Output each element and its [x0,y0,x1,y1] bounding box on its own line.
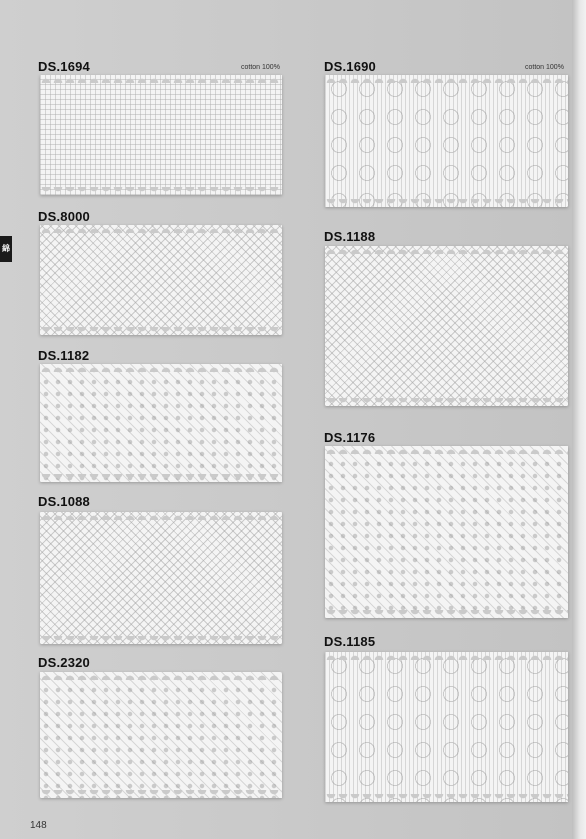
lace-scallop-edge [325,75,568,83]
lace-swatch-image [325,246,568,406]
product-composition: cotton 100% [525,64,564,71]
lace-swatch-image [325,446,568,618]
product-code: DS.1694 [38,59,90,74]
lace-swatch-image [40,672,282,798]
product-composition: cotton 100% [241,64,280,71]
product-code: DS.8000 [38,209,90,224]
lace-scallop-edge [325,652,568,660]
lace-scallop-edge [40,672,282,680]
product-code: DS.1176 [324,430,376,445]
lace-swatch-image [40,75,282,195]
lace-scallop-edge [40,512,282,520]
lace-scallop-edge [325,446,568,454]
lace-swatch-image [40,512,282,644]
lace-scallop-edge [325,794,568,802]
lace-scallop-edge [325,246,568,254]
lace-scallop-edge [40,225,282,233]
lace-swatch-image [40,364,282,482]
product-code: DS.1185 [324,634,376,649]
lace-scallop-edge [40,75,282,83]
lace-scallop-edge [325,199,568,207]
lace-swatch-image [325,75,568,207]
lace-scallop-edge [325,610,568,618]
lace-scallop-edge [40,790,282,798]
lace-scallop-edge [40,364,282,372]
lace-scallop-edge [40,636,282,644]
lace-scallop-edge [40,474,282,482]
book-spine-shadow [572,0,586,839]
product-code: DS.1690 [324,59,376,74]
product-code: DS.2320 [38,655,90,670]
lace-scallop-edge [40,327,282,335]
section-tab: 綿 [0,236,12,262]
lace-scallop-edge [325,398,568,406]
lace-scallop-edge [40,187,282,195]
product-code: DS.1182 [38,348,90,363]
lace-swatch-image [40,225,282,335]
page-number: 148 [30,820,47,831]
product-code: DS.1088 [38,494,90,509]
lace-swatch-image [325,652,568,802]
product-code: DS.1188 [324,229,376,244]
